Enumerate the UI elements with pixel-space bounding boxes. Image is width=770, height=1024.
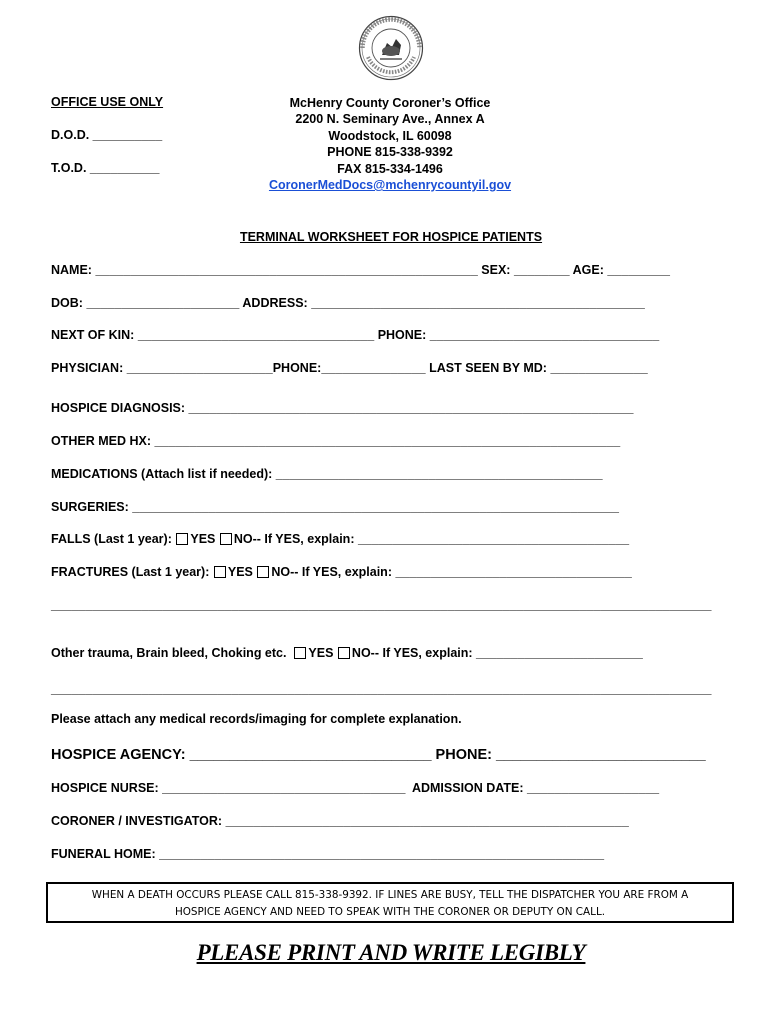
coroner-office-header (240, 95, 540, 193)
medications-field[interactable]: _______________________________________________ (275, 467, 603, 481)
trauma-yes-label: YES (308, 646, 334, 660)
age-label: AGE: (572, 263, 604, 277)
address-field[interactable]: ________________________________________________ (311, 296, 645, 310)
fractures-yes-label: YES (227, 565, 253, 579)
page-title: TERMINAL WORKSHEET FOR HOSPICE PATIENTS (239, 230, 543, 244)
name-field[interactable]: _______________________________________________________ (95, 263, 478, 277)
surgeries-row (51, 500, 619, 514)
county-seal-icon (358, 15, 424, 81)
office-address-line2: Woodstock, IL 60098 (328, 128, 452, 143)
notice-line2: HOSPICE AGENCY AND NEED TO SPEAK WITH THE CORONER OR DEPUTY ON CALL. (174, 906, 606, 918)
hospice-agency-row (51, 747, 706, 763)
physician-row (51, 361, 648, 375)
last-seen-field[interactable]: ______________ (550, 361, 648, 375)
coroner-field[interactable]: __________________________________________________________ (225, 814, 629, 828)
dob-field[interactable]: ______________________ (86, 296, 240, 310)
trauma-label: Other trauma, Brain bleed, Choking etc. (51, 646, 287, 660)
hospice-agency-field[interactable]: ______________________________ (189, 747, 432, 763)
address-label: ADDRESS: (242, 296, 308, 310)
other-med-hx-row (51, 434, 620, 448)
hospice-nurse-field[interactable]: ___________________________________ (162, 781, 406, 795)
sex-label: SEX: (481, 263, 511, 277)
dod-field[interactable]: D.O.D. __________ (51, 128, 163, 142)
office-use-heading: OFFICE USE ONLY (51, 95, 164, 109)
surgeries-label: SURGERIES: (51, 500, 129, 514)
sex-field[interactable]: ________ (513, 263, 570, 277)
funeral-home-row (51, 847, 604, 861)
falls-no-label: NO-- If YES, explain: (233, 532, 355, 546)
fractures-no-label: NO-- If YES, explain: (271, 565, 392, 579)
falls-row (51, 532, 629, 546)
office-phone: PHONE 815-338-9392 (327, 145, 453, 160)
hospice-nurse-label: HOSPICE NURSE: (51, 781, 159, 795)
hospice-diagnosis-label: HOSPICE DIAGNOSIS: (51, 401, 186, 415)
office-address-line1: 2200 N. Seminary Ave., Annex A (295, 112, 485, 127)
coroner-row (51, 814, 629, 828)
physician-phone-field[interactable]: _______________ (321, 361, 426, 375)
fractures-label: FRACTURES (Last 1 year): (51, 565, 210, 579)
office-fax: FAX 815-334-1496 (337, 161, 443, 176)
funeral-home-field[interactable]: ________________________________________________________________ (159, 847, 605, 861)
trauma-yes-checkbox[interactable] (294, 647, 306, 659)
physician-phone-label: PHONE: (272, 361, 322, 375)
coroner-label: CORONER / INVESTIGATOR: (51, 814, 223, 828)
falls-explain-field[interactable]: _______________________________________ (357, 532, 630, 546)
next-of-kin-field[interactable]: __________________________________ (137, 328, 375, 342)
fractures-yes-checkbox[interactable] (214, 566, 226, 578)
falls-no-checkbox[interactable] (220, 533, 232, 545)
tod-field[interactable]: T.O.D. __________ (51, 161, 160, 175)
fractures-continuation-line[interactable]: _______________________________________________________________________________________________ (51, 598, 712, 612)
surgeries-field[interactable]: ______________________________________________________________________ (132, 500, 619, 514)
name-label: NAME: (51, 263, 92, 277)
trauma-explain-field[interactable]: ________________________ (476, 646, 643, 660)
falls-yes-checkbox[interactable] (176, 533, 188, 545)
admission-date-label: ADMISSION DATE: (411, 781, 524, 795)
next-of-kin-row (51, 328, 659, 342)
phone-field[interactable]: _________________________________ (429, 328, 660, 342)
dob-row (51, 296, 645, 310)
dob-label: DOB: (51, 296, 83, 310)
trauma-no-checkbox[interactable] (338, 647, 350, 659)
hospice-diagnosis-row (51, 401, 633, 415)
trauma-continuation-line[interactable]: _______________________________________________________________________________________________ (51, 682, 712, 696)
funeral-home-label: FUNERAL HOME: (51, 847, 156, 861)
physician-field[interactable]: _____________________ (126, 361, 273, 375)
fractures-row (51, 565, 632, 579)
death-notice-box (46, 882, 734, 923)
medications-row (51, 467, 603, 481)
office-name: McHenry County Coroner’s Office (289, 96, 491, 110)
name-row (51, 263, 670, 277)
falls-label: FALLS (Last 1 year): (51, 532, 172, 546)
trauma-no-label: NO-- If YES, explain: (351, 646, 473, 660)
next-of-kin-label: NEXT OF KIN: (51, 328, 135, 342)
phone-label: PHONE: (377, 328, 427, 342)
other-med-hx-label: OTHER MED HX: (51, 434, 151, 448)
notice-line1: WHEN A DEATH OCCURS PLEASE CALL 815-338-9392. IF LINES ARE BUSY, TELL THE DISPATCHER YOU ARE FROM A (91, 889, 689, 901)
age-field[interactable]: _________ (607, 263, 670, 277)
fractures-explain-field[interactable]: __________________________________ (395, 565, 632, 579)
fractures-no-checkbox[interactable] (257, 566, 269, 578)
print-legibly-footer: PLEASE PRINT AND WRITE LEGIBLY (196, 940, 586, 965)
last-seen-label: LAST SEEN BY MD: (429, 361, 547, 375)
agency-phone-label: PHONE: (435, 747, 492, 763)
trauma-row (51, 646, 643, 660)
office-email-link[interactable]: CoronerMedDocs@mchenrycountyil.gov (268, 178, 512, 193)
attach-note: Please attach any medical records/imaging for complete explanation. (51, 712, 462, 726)
admission-date-field[interactable]: ___________________ (527, 781, 660, 795)
falls-yes-label: YES (190, 532, 216, 546)
physician-label: PHYSICIAN: (51, 361, 124, 375)
hospice-diagnosis-field[interactable]: ________________________________________________________________ (188, 401, 634, 415)
other-med-hx-field[interactable]: ___________________________________________________________________ (154, 434, 621, 448)
agency-phone-field[interactable]: __________________________ (495, 747, 706, 763)
hospice-nurse-row (51, 781, 659, 795)
medications-label: MEDICATIONS (Attach list if needed): (51, 467, 273, 481)
hospice-agency-label: HOSPICE AGENCY: (51, 747, 186, 763)
